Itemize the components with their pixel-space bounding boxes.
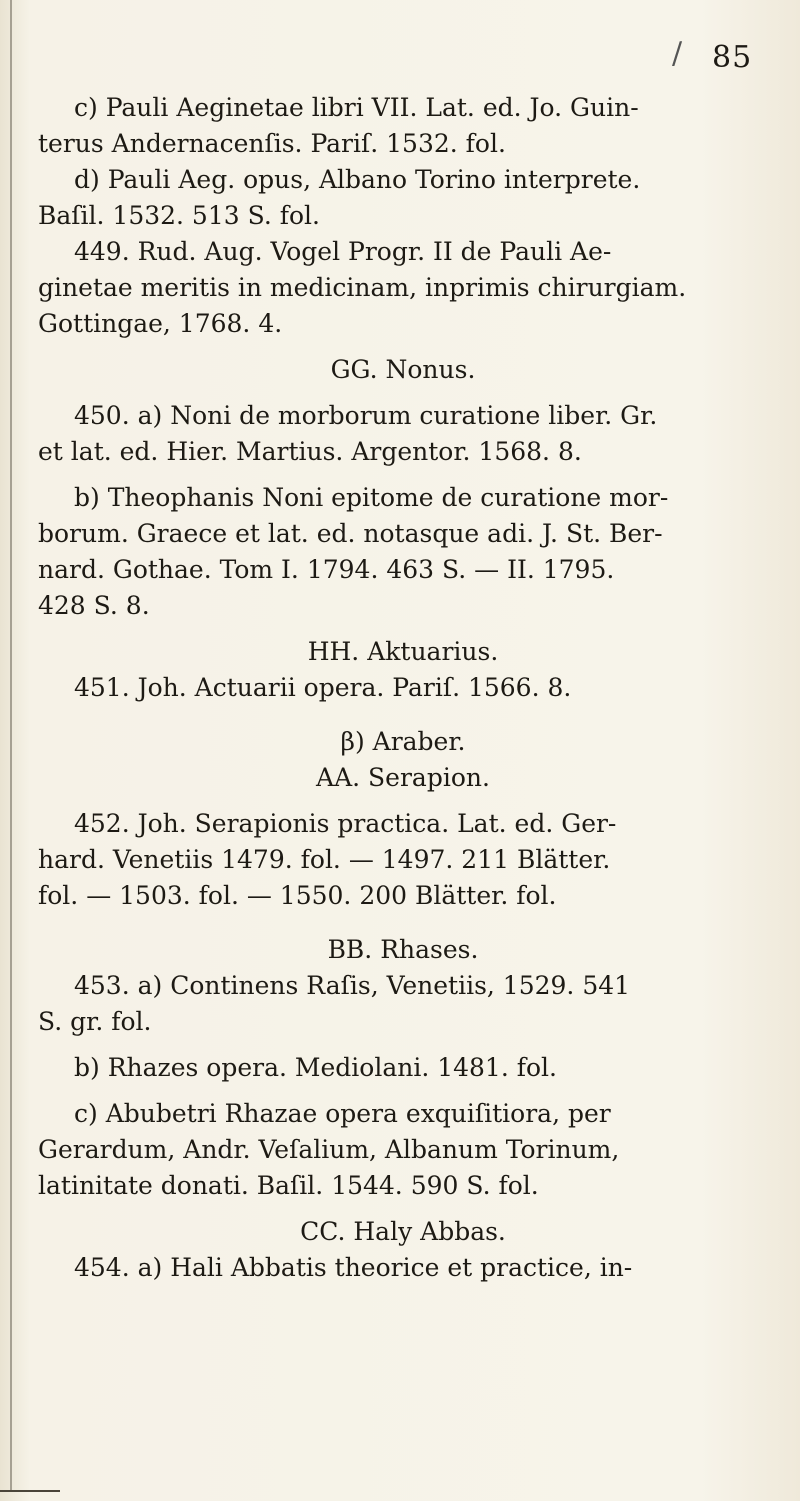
text-line: S. gr. fol.: [38, 1007, 152, 1036]
text-line: Gerardum, Andr. Veſalium, Albanum Torinum,: [38, 1135, 620, 1164]
text-line: 454. a) Hali Abbatis theorice et practice, in-: [74, 1253, 633, 1282]
text-line: Gottingae, 1768. 4.: [38, 309, 283, 338]
pencil-mark: /: [672, 36, 683, 71]
text-line: nard. Gothae. Tom I. 1794. 463 S. — II. 1795.: [38, 555, 615, 584]
text-line: b) Theophanis Noni epitome de curatione mor-: [74, 483, 669, 512]
text-line: Baſil. 1532. 513 S. fol.: [38, 201, 320, 230]
text-line: 428 S. 8.: [38, 591, 150, 620]
text-line: 453. a) Continens Raſis, Venetiis, 1529. 541: [74, 971, 631, 1000]
text-line: borum. Graece et lat. ed. notasque adi. J. St. Ber-: [38, 519, 663, 548]
page-body: [38, 90, 768, 1286]
text-line: 450. a) Noni de morborum curatione liber. Gr.: [74, 401, 658, 430]
text-line: fol. — 1503. fol. — 1550. 200 Blätter. fol.: [38, 881, 557, 910]
section-heading-cc: CC. Haly Abbas.: [300, 1217, 506, 1246]
section-heading-bb: BB. Rhases.: [327, 935, 479, 964]
text-line: d) Pauli Aeg. opus, Albano Torino interprete.: [74, 165, 641, 194]
text-line: et lat. ed. Hier. Martius. Argentor. 1568. 8.: [38, 437, 582, 466]
text-line: c) Abubetri Rhazae opera exquiſitiora, per: [74, 1099, 611, 1128]
section-heading-aa: AA. Serapion.: [316, 763, 490, 792]
text-line: 452. Joh. Serapionis practica. Lat. ed. Ger-: [74, 809, 617, 838]
text-line: c) Pauli Aeginetae libri VII. Lat. ed. Jo. Guin-: [74, 93, 639, 122]
bottom-rule: [0, 1490, 60, 1492]
section-heading-gg: GG. Nonus.: [330, 355, 476, 384]
section-heading-araber: β) Araber.: [340, 727, 466, 756]
text-line: ginetae meritis in medicinam, inprimis chirurgiam.: [38, 273, 687, 302]
text-line: hard. Venetiis 1479. fol. — 1497. 211 Blätter.: [38, 845, 611, 874]
section-heading-hh: HH. Aktuarius.: [307, 637, 499, 666]
text-line: latinitate donati. Baſil. 1544. 590 S. fol.: [38, 1171, 539, 1200]
text-line: b) Rhazes opera. Mediolani. 1481. fol.: [74, 1053, 557, 1082]
page-number: 85: [712, 40, 753, 75]
page-edge: [10, 0, 12, 1490]
text-line: 449. Rud. Aug. Vogel Progr. II de Pauli Ae-: [74, 237, 612, 266]
text-line: terus Andernacenſis. Pariſ. 1532. fol.: [38, 129, 506, 158]
text-line: 451. Joh. Actuarii opera. Pariſ. 1566. 8.: [74, 673, 572, 702]
